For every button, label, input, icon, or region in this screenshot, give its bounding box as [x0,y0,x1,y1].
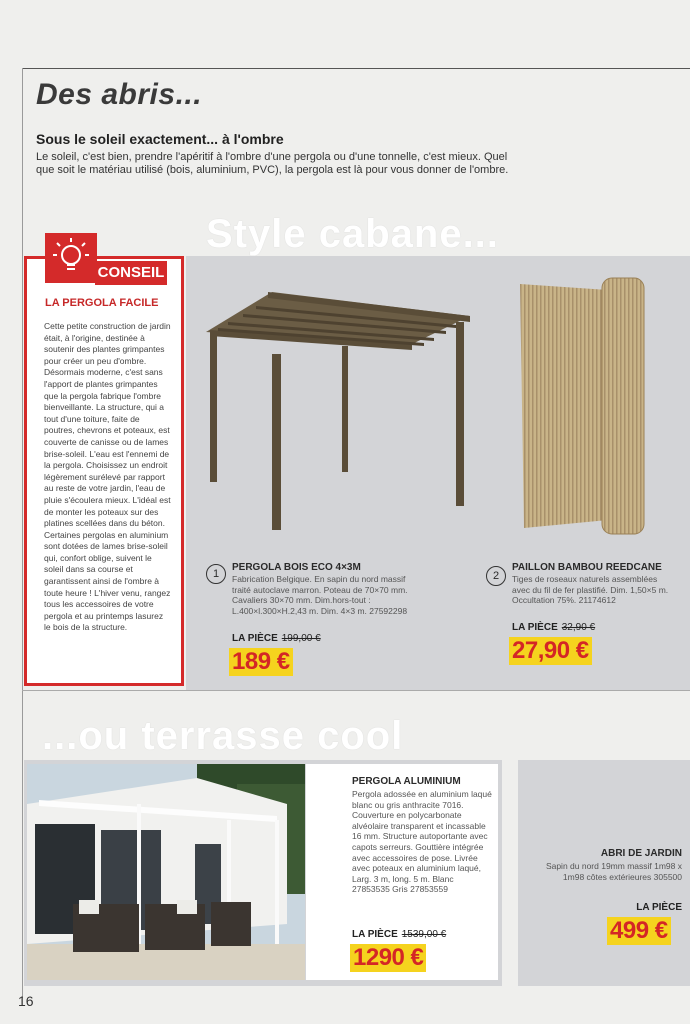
product-desc-pergola-bois: Fabrication Belgique. En sapin du nord massif traité autoclave marron. Poteau de 70×70 mm. Cavaliers 30×70 mm. Dim.hors-tout : L.400×l.300×H.2,43 m. Dim. 4×3 m. 27592298 [232,574,408,616]
price-pergola-bois: 189 € [229,648,293,676]
page-subtitle: Sous le soleil exactement... à l'ombre [36,131,284,147]
intro-text: Le soleil, c'est bien, prendre l'apéritif à l'ombre d'une pergola ou d'une tonnelle, c'est mieux. Quel que soit le matériau utilisé (bois, aluminium, PVC), la pergola est là pour vous donner de l'ombre. [36,151,509,176]
product-number-2: 2 [486,566,506,586]
price-label-paillon-bambou [512,622,595,633]
price-unit-label: LA PIÈCE [352,929,398,940]
price-label-pergola-bois [232,633,321,644]
old-price: 199,00 € [281,633,321,644]
lightbulb-icon [45,233,97,283]
faint-header-ghost [28,30,36,64]
price-abri-de-jardin: 499 € [607,917,671,945]
product-title-pergola-bois: PERGOLA BOIS ECO 4×3M [232,562,361,573]
section-divider [22,690,690,691]
top-rule [22,68,690,69]
price-label-abri-de-jardin: LA PIÈCE [636,902,682,913]
product-title-paillon-bambou: PAILLON BAMBOU REEDCANE [512,562,662,573]
old-price: 32,90 € [561,622,596,633]
page-title: Des abris... [36,78,203,111]
conseil-tab: CONSEIL [95,261,167,285]
conseil-text: Cette petite construction de jardin était, à l'origine, destinée à soutenir des plantes grimpantes pour créer un peu d'ombre. Désormais moderne, c'est sans l'apport de plantes grimpantes que la pergola fabrique l'ombre bienveillante. La structure, qui a tout d'une toiture, faite de poutres, chevrons et poteaux, est couverte de canisse ou de lames brise-soleil. L'eau est l'ennemi de la pergola. Choisissez un endroit légèrement surélevé par rapport au reste de votre jardin, l'eau de pluie s'écoulera mieux. L'idéal est de monter les poteaux sur des platines scellées dans du béton. Certaines pergolas en aluminium sont dotées de lames brise-soleil qui, confort oblige, suivent le soleil dans sa course et garantissent ainsi de l'ombre à toute heure ! L'hiver venu, rangez tous les accessoires de votre pergola et au printemps lasurez le bois de la structure. [44,321,171,633]
price-unit-label: LA PIÈCE [232,633,278,644]
price-unit-label: LA PIÈCE [512,622,558,633]
product-title-pergola-aluminium: PERGOLA ALUMINIUM [352,776,461,787]
page-number: 16 [18,993,34,1009]
pergola-bois-image [198,286,484,536]
section-heading-terrasse: ...ou terrasse cool [42,714,404,758]
pergola-aluminium-photo [27,764,305,980]
paillon-bambou-image [516,272,648,538]
product-desc-abri-de-jardin: Sapin du nord 19mm massif 1m98 x 1m98 côtes extérieures 305500 [545,861,682,882]
price-pergola-aluminium: 1290 € [350,944,426,972]
product-desc-paillon-bambou: Tiges de roseaux naturels assemblées avec du fil de fer plastifié. Dim. 1,50×5 m. Occultation 75%. 21174612 [512,574,669,606]
conseil-heading: LA PERGOLA FACILE [45,297,159,309]
product-number-1: 1 [206,564,226,584]
product-desc-pergola-aluminium: Pergola adossée en aluminium laqué blanc ou gris anthracite 7016. Couverture en polycarbonate alvéolaire transparent et incassable 16 mm. Structure autoportante avec capots serreurs. Gouttière intégrée avec accessoires de pose. Livrée avec poteaux en aluminium laqué, Larg. 3 m, long. 5 m. Blanc 27853535 Gris 27853559 [352,789,492,895]
price-label-pergola-aluminium [352,929,446,940]
section-heading-style-cabane: Style cabane... [206,212,499,256]
price-paillon-bambou: 27,90 € [509,637,592,665]
left-rule [22,68,23,998]
product-title-abri-de-jardin: ABRI DE JARDIN [600,848,682,859]
old-price: 1539,00 € [401,929,447,940]
conseil-box [24,256,184,686]
